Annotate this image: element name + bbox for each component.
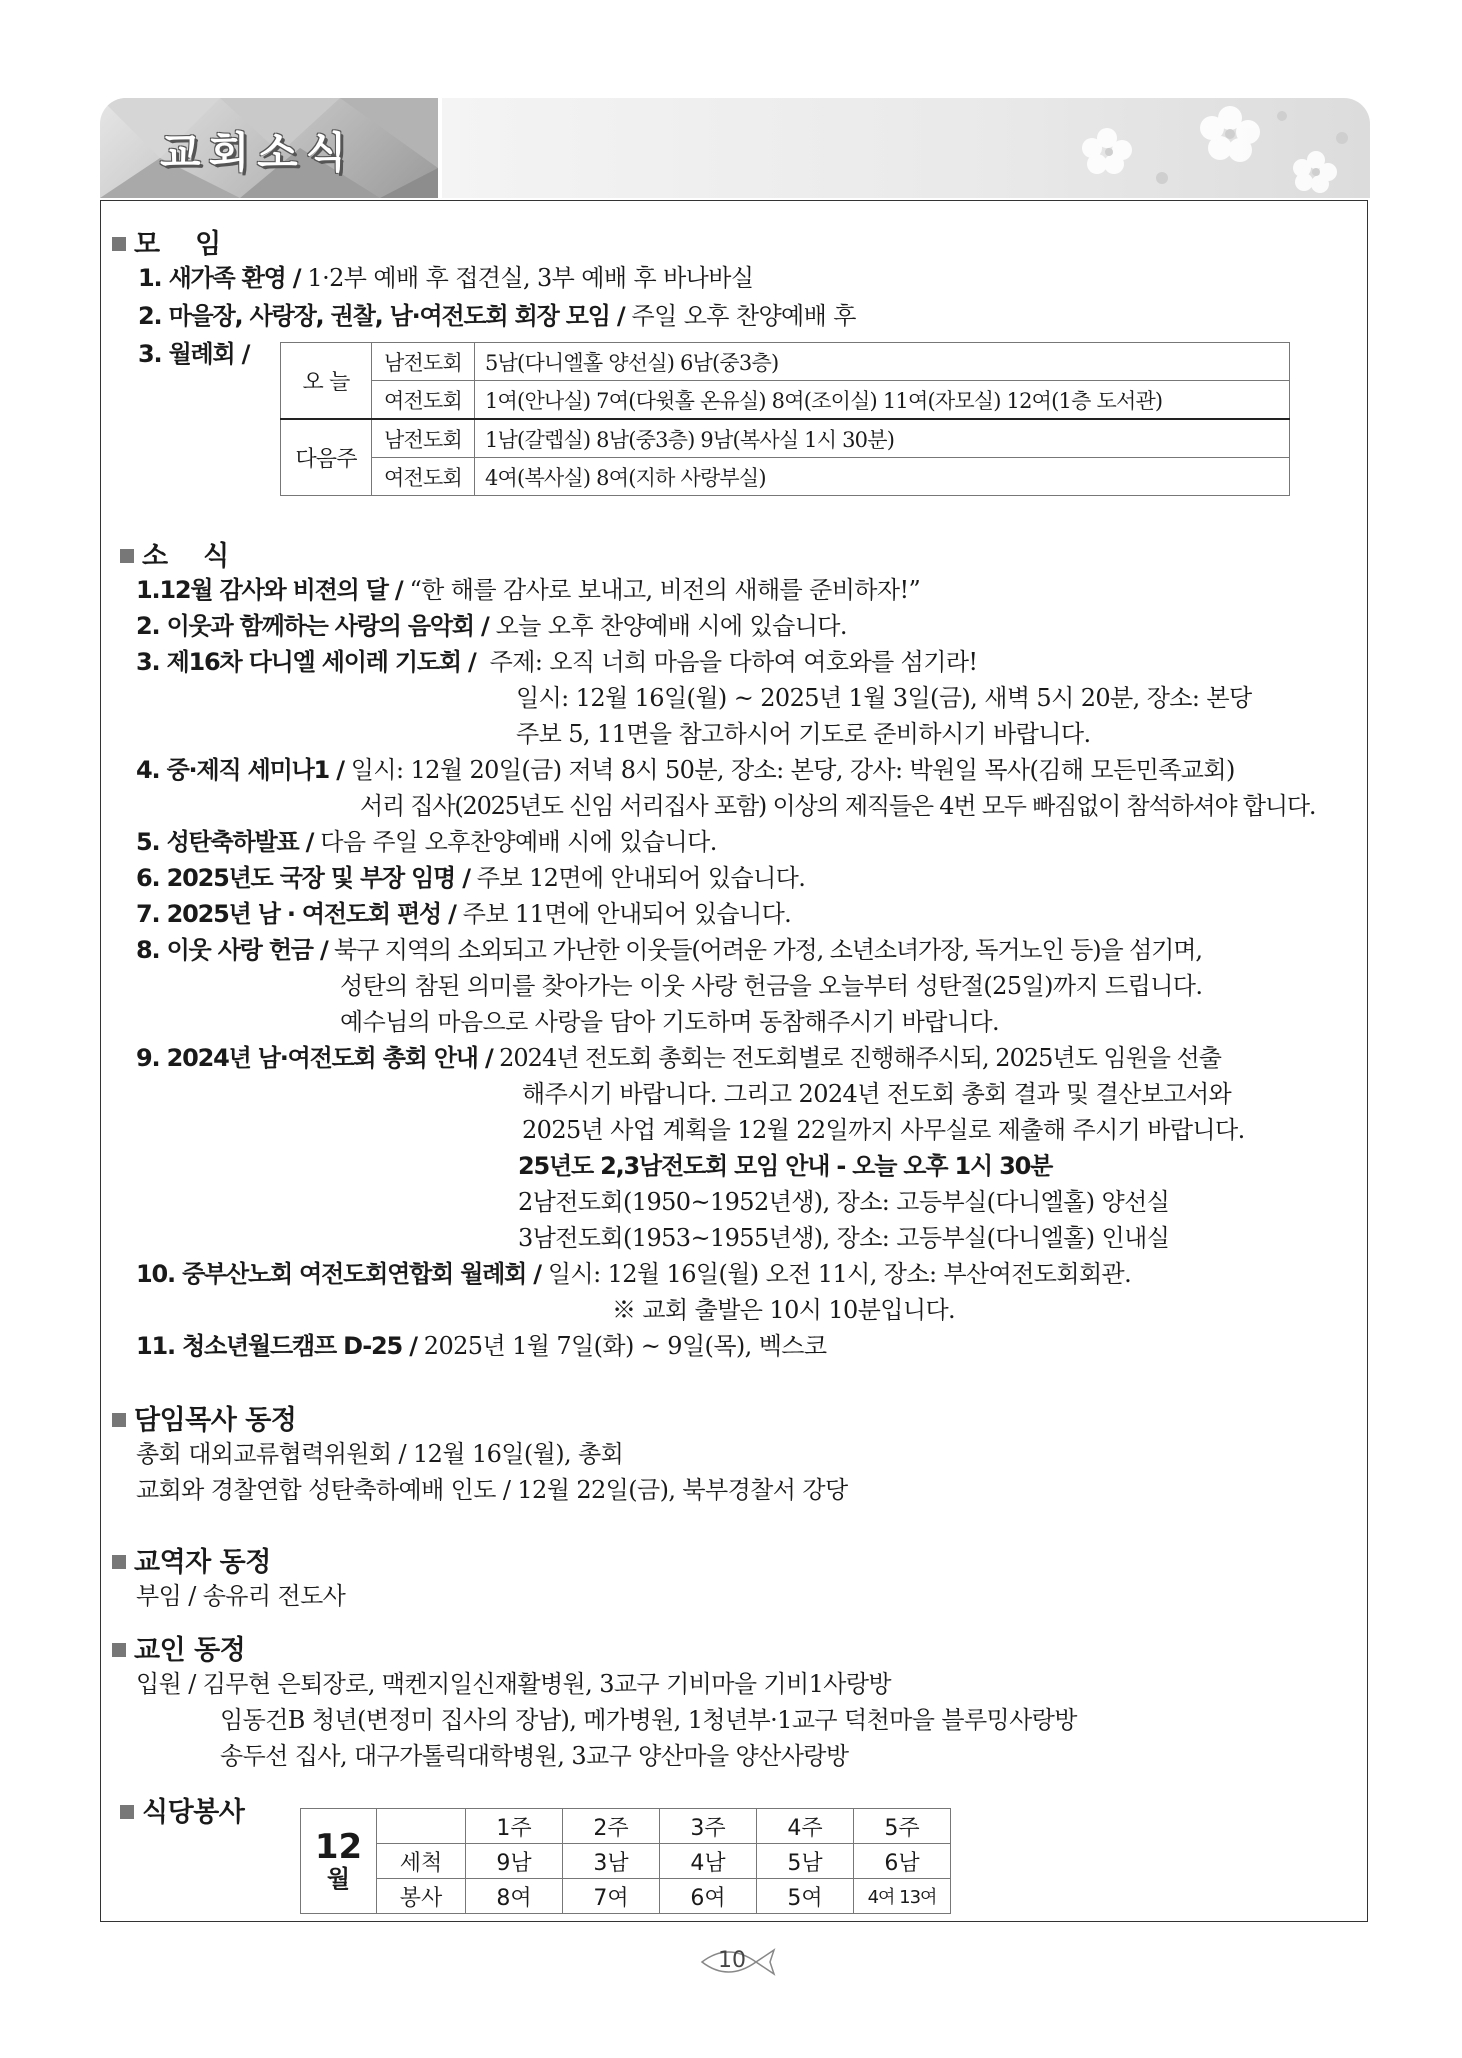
news-line: 7. 2025년 남 · 여전도회 편성 / 주보 11면에 안내되어 있습니다. xyxy=(136,900,792,928)
detail-cell: 4여(복사실) 8여(지하 사랑부실) xyxy=(475,458,1290,496)
section-heading-news: 소 식 xyxy=(120,534,229,573)
news-line: 4. 중·제직 세미나1 / 일시: 12월 20일(금) 저녁 8시 50분, 장소: 본당, 강사: 박원일 목사(김해 모든민족교회) xyxy=(136,756,1235,784)
table-cell: 5여 xyxy=(757,1879,854,1914)
news-line: 1.12월 감사와 비젼의 달 / “한 해를 감사로 보내고, 비전의 새해를 준비하자!” xyxy=(136,576,921,604)
news-line: 9. 2024년 남·여전도회 총회 안내 / 2024년 전도회 총회는 전도회별로 진행해주시되, 2025년도 임원을 선출 xyxy=(136,1044,1221,1072)
page-title: 교회소식 xyxy=(160,128,355,177)
news-line: 해주시기 바랍니다. 그리고 2024년 전도회 총회 결과 및 결산보고서와 xyxy=(522,1080,1232,1108)
kitchen-service-table xyxy=(300,1808,951,1914)
meeting-line-1: 1. 새가족 환영 / 1·2부 예배 후 접견실, 3부 예배 후 바나바실 xyxy=(138,264,754,292)
section-heading-staff: 교역자 동정 xyxy=(112,1540,271,1579)
news-line: 8. 이웃 사랑 헌금 / 북구 지역의 소외되고 가난한 이웃들(어려운 가정, 소년소녀가장, 독거노인 등)을 섬기며, xyxy=(136,936,1202,964)
week-header: 3주 xyxy=(660,1809,757,1844)
week-header: 2주 xyxy=(563,1809,660,1844)
row-label: 봉사 xyxy=(377,1879,466,1914)
table-cell: 8여 xyxy=(466,1879,563,1914)
table-cell: 6남 xyxy=(854,1844,951,1879)
news-line: ※ 교회 출발은 10시 10분입니다. xyxy=(612,1296,956,1324)
type-cell: 여전도회 xyxy=(372,458,475,496)
group-next-week: 다음주 xyxy=(281,419,372,496)
type-cell: 남전도회 xyxy=(372,343,475,381)
square-bullet-icon xyxy=(120,549,134,563)
pastor-line: 총회 대외교류협력위원회 / 12월 16일(월), 총회 xyxy=(136,1440,624,1468)
row-label: 세척 xyxy=(377,1844,466,1879)
empty-cell xyxy=(377,1809,466,1844)
table-row xyxy=(281,419,1290,458)
flower-decoration xyxy=(442,98,1370,198)
type-cell: 남전도회 xyxy=(372,419,475,458)
square-bullet-icon xyxy=(112,1555,126,1569)
news-line: 3남전도회(1953~1955년생), 장소: 고등부실(다니엘홀) 인내실 xyxy=(518,1224,1170,1252)
meeting-line-3: 3. 월례회 / xyxy=(138,340,250,368)
news-line: 5. 성탄축하발표 / 다음 주일 오후찬양예배 시에 있습니다. xyxy=(136,828,717,856)
news-line: 성탄의 참된 의미를 찾아가는 이웃 사랑 헌금을 오늘부터 성탄절(25일)까지 드립니다. xyxy=(340,972,1203,1000)
members-line: 임동건B 청년(변정미 집사의 장남), 메가병원, 1청년부·1교구 덕천마을 블루밍사랑방 xyxy=(220,1706,1077,1734)
week-header: 1주 xyxy=(466,1809,563,1844)
table-row xyxy=(281,343,1290,381)
news-line: 일시: 12월 16일(월) ~ 2025년 1월 3일(금), 새벽 5시 20분, 장소: 본당 xyxy=(516,684,1252,712)
staff-line: 부임 / 송유리 전도사 xyxy=(136,1582,346,1610)
month-unit: 월 xyxy=(326,1865,351,1893)
table-row xyxy=(281,381,1290,420)
group-today: 오 늘 xyxy=(281,343,372,420)
news-line: 2. 이웃과 함께하는 사랑의 음악회 / 오늘 오후 찬양예배 시에 있습니다. xyxy=(136,612,847,640)
members-line: 송두선 집사, 대구가톨릭대학병원, 3교구 양산마을 양산사랑방 xyxy=(220,1742,849,1770)
news-line: 3. 제16차 다니엘 세이레 기도회 / 주제: 오직 너희 마음을 다하여 여호와를 섬기라! xyxy=(136,648,978,676)
week-header: 4주 xyxy=(757,1809,854,1844)
members-line: 입원 / 김무현 은퇴장로, 맥켄지일신재활병원, 3교구 기비마을 기비1사랑방 xyxy=(136,1670,892,1698)
square-bullet-icon xyxy=(112,1643,126,1657)
news-line: 6. 2025년도 국장 및 부장 임명 / 주보 12면에 안내되어 있습니다. xyxy=(136,864,806,892)
table-row xyxy=(301,1844,951,1879)
month-number: 12 xyxy=(314,1827,363,1867)
news-line-bold: 25년도 2,3남전도회 모임 안내 - 오늘 오후 1시 30분 xyxy=(518,1152,1053,1180)
table-cell: 7여 xyxy=(563,1879,660,1914)
detail-cell: 5남(다니엘홀 양선실) 6남(중3층) xyxy=(475,343,1290,381)
table-cell: 4여 13여 xyxy=(854,1879,951,1914)
news-line: 11. 청소년월드캠프 D-25 / 2025년 1월 7일(화) ~ 9일(목), 벡스코 xyxy=(136,1332,827,1360)
meeting-line-2: 2. 마을장, 사랑장, 권찰, 남·여전도회 회장 모임 / 주일 오후 찬양예배 후 xyxy=(138,302,856,330)
table-cell: 9남 xyxy=(466,1844,563,1879)
header-title-banner xyxy=(100,98,438,198)
table-cell: 5남 xyxy=(757,1844,854,1879)
section-heading-kitchen: 식당봉사 xyxy=(120,1790,244,1829)
section-heading-meeting: 모 임 xyxy=(112,222,221,261)
news-line: 주보 5, 11면을 참고하시어 기도로 준비하시기 바랍니다. xyxy=(516,720,1091,748)
table-cell: 3남 xyxy=(563,1844,660,1879)
type-cell: 여전도회 xyxy=(372,381,475,420)
square-bullet-icon xyxy=(112,1413,126,1427)
news-line: 서리 집사(2025년도 신임 서리집사 포함) 이상의 제직들은 4번 모두 빠짐없이 참석하셔야 합니다. xyxy=(360,792,1316,820)
table-row xyxy=(281,458,1290,496)
section-heading-pastor: 담임목사 동정 xyxy=(112,1398,296,1437)
news-line: 2025년 사업 계획을 12월 22일까지 사무실로 제출해 주시기 바랍니다. xyxy=(522,1116,1245,1144)
table-cell: 4남 xyxy=(660,1844,757,1879)
page-number-badge xyxy=(698,1942,778,1982)
section-heading-members: 교인 동정 xyxy=(112,1628,245,1667)
detail-cell: 1남(갈렙실) 8남(중3층) 9남(복사실 1시 30분) xyxy=(475,419,1290,458)
pastor-line: 교회와 경찰연합 성탄축하예배 인도 / 12월 22일(금), 북부경찰서 강당 xyxy=(136,1476,848,1504)
table-cell: 6여 xyxy=(660,1879,757,1914)
detail-cell: 1여(안나실) 7여(다윗홀 온유실) 8여(조이실) 11여(자모실) 12여(1층 도서관) xyxy=(475,381,1290,420)
week-header: 5주 xyxy=(854,1809,951,1844)
page-number: 10 xyxy=(718,1948,746,1973)
square-bullet-icon xyxy=(112,237,126,251)
monthly-meeting-table xyxy=(280,342,1290,496)
table-row xyxy=(301,1879,951,1914)
news-line: 10. 중부산노회 여전도회연합회 월례회 / 일시: 12월 16일(월) 오전 11시, 장소: 부산여전도회회관. xyxy=(136,1260,1132,1288)
table-row xyxy=(301,1809,951,1844)
month-cell xyxy=(301,1809,377,1914)
square-bullet-icon xyxy=(120,1805,134,1819)
header-flower-banner xyxy=(442,98,1370,198)
news-line: 예수님의 마음으로 사랑을 담아 기도하며 동참해주시기 바랍니다. xyxy=(340,1008,999,1036)
news-line: 2남전도회(1950~1952년생), 장소: 고등부실(다니엘홀) 양선실 xyxy=(518,1188,1170,1216)
